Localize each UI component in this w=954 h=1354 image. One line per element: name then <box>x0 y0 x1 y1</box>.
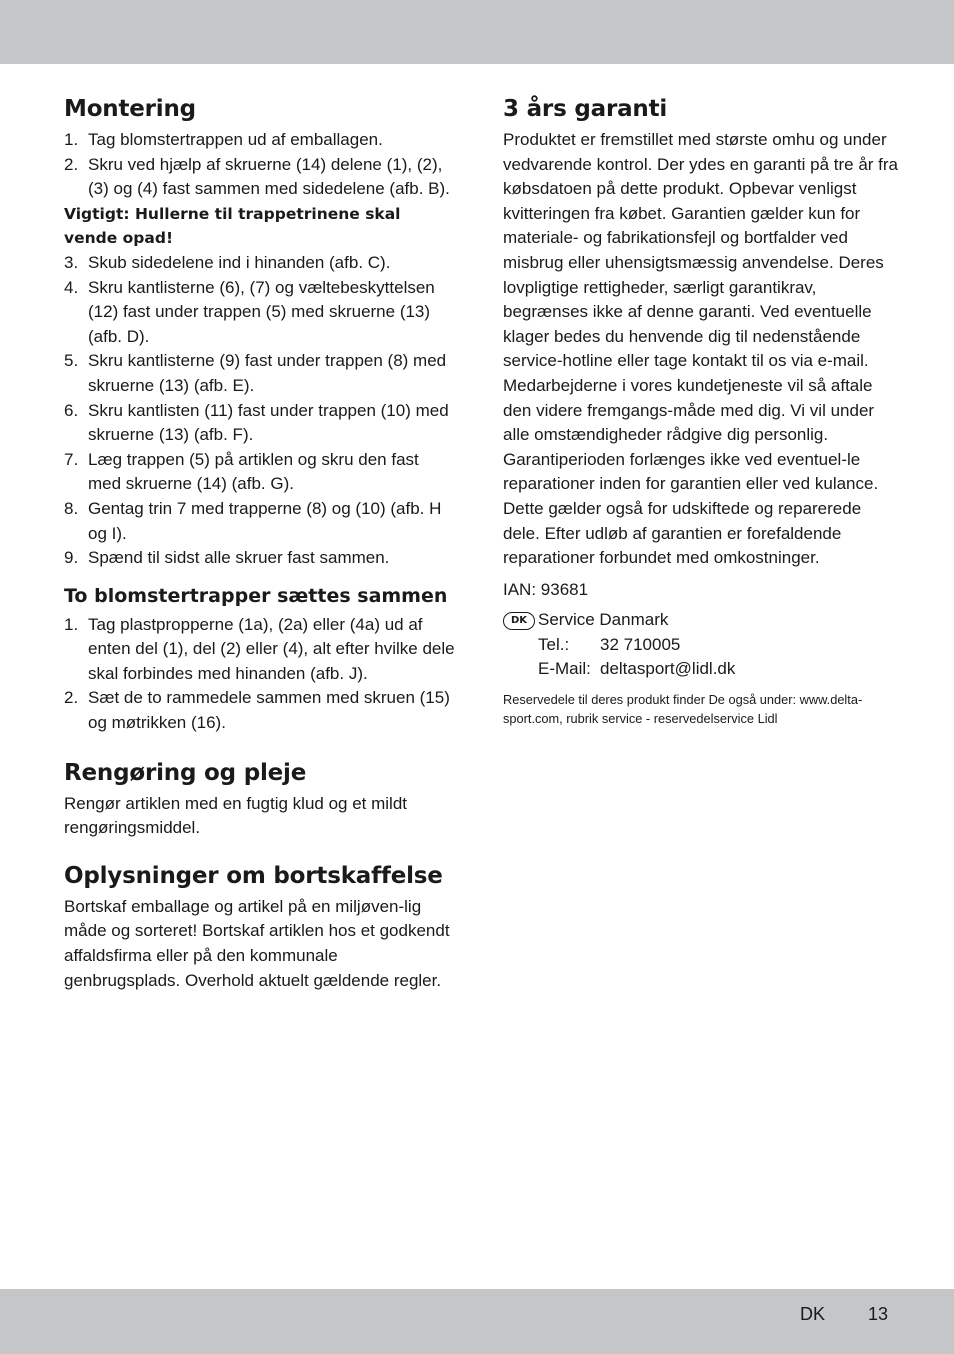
list-item <box>64 349 456 398</box>
step-text: Sæt de to rammedele sammen med skruen (15) og møtrikken (16). <box>88 688 450 733</box>
montering-steps-b <box>64 251 456 571</box>
page-number: 13 <box>868 1304 889 1324</box>
cleaning-title: Rengøring og pleje <box>64 759 307 786</box>
two-stairs-steps <box>64 613 456 736</box>
two-stairs-title: To blomstertrapper sættes sammen <box>64 584 448 607</box>
step-number: 1. <box>64 614 79 634</box>
left-column <box>64 94 456 993</box>
service-name: Service Danmark <box>538 610 669 630</box>
step-text: Skru kantlisterne (9) fast under trappen (8) med skruerne (13) (afb. E). <box>88 351 447 395</box>
footer-language: DK <box>800 1304 826 1324</box>
montering-warning: Vigtigt: Hullerne til trappetrinene skal vende opad! <box>64 204 401 248</box>
header-band <box>0 0 954 64</box>
country-badge: DK <box>503 612 535 630</box>
step-number: 8. <box>64 498 79 518</box>
service-contact <box>503 608 898 682</box>
step-number: 9. <box>64 548 79 568</box>
step-number: 1. <box>64 130 79 149</box>
step-number: 4. <box>64 277 79 297</box>
step-text: Skru ved hjælp af skruerne (14) delene (1), (2), (3) og (4) fast sammen med sidedelene (afb. B). <box>88 154 450 199</box>
phone-row <box>538 633 898 658</box>
list-item <box>64 251 456 276</box>
montering-title: Montering <box>64 96 196 122</box>
step-text: Tag plastpropperne (1a), (2a) eller (4a) ud af enten del (1), del (2) eller (4), alt efter hvilke dele skal forbindes med hinanden (afb. J). <box>88 614 455 683</box>
list-item <box>64 399 456 448</box>
step-text: Gentag trin 7 med trapperne (8) og (10) (afb. H og I). <box>88 498 442 543</box>
step-text: Spænd til sidst alle skruer fast sammen. <box>88 548 390 568</box>
step-text: Skub sidedelene ind i hinanden (afb. C). <box>88 252 391 272</box>
email-value: deltasport@lidl.dk <box>600 659 736 679</box>
step-number: 7. <box>64 449 79 469</box>
warranty-text: Produktet er fremstillet med største omhu og under vedvarende kontrol. Der ydes en garanti på tre år fra købsdatoen på dette produkt. Opbevar venligst kvitteringen fra købet. Garantien gælder kun for materiale- og fabrikationsfejl og bortfalder ved misbrug eller uhensigtsmæssig anvendelse. Deres lovpligtige rettigheder, særligt garantikrav, begrænses ikke af denne garanti. Ved eventuelle klager bedes du henvende dig til nedenstående service-hotline eller tage kontakt til os via e-mail. Medarbejderne i vores kundetjeneste vil så aftale den videre fremgangs-måde med dig. Vi vil under alle omstændigheder rådgive dig personlig. Garantiperioden forlænges ikke ved eventuel-le reparationer inden for garantien eller ved kulance. Dette gælder også for udskiftede og reparerede dele. Efter udløb af garantien er forefaldende reparationer forbundet med omkostninger. <box>503 130 898 568</box>
list-item <box>64 128 456 153</box>
email-label: E-Mail: <box>538 659 591 679</box>
step-number: 3. <box>64 252 79 272</box>
right-column <box>503 94 898 728</box>
disposal-title: Oplysninger om bortskaffelse <box>64 862 443 889</box>
cleaning-text: Rengør artiklen med en fugtig klud og et mildt rengøringsmiddel. <box>64 793 408 838</box>
email-row <box>538 657 898 682</box>
step-number: 5. <box>64 351 79 371</box>
step-text: Læg trappen (5) på artiklen og skru den fast med skruerne (14) (afb. G). <box>88 449 419 494</box>
warranty-title: 3 års garanti <box>503 96 668 122</box>
list-item <box>64 153 456 202</box>
step-text: Tag blomstertrappen ud af emballagen. <box>88 130 383 149</box>
ian-number: IAN: 93681 <box>503 579 589 599</box>
list-item <box>64 497 456 546</box>
disposal-text: Bortskaf emballage og artikel på en miljøven-lig måde og sorteret! Bortskaf artiklen hos et godkendt affaldsfirma eller på den kommunale genbrugsplads. Overhold aktuelt gældende regler. <box>64 896 450 990</box>
phone-label: Tel.: <box>538 634 570 654</box>
list-item <box>64 276 456 350</box>
list-item <box>64 686 456 735</box>
list-item <box>64 448 456 497</box>
step-number: 2. <box>64 154 79 174</box>
phone-value: 32 710005 <box>600 634 681 654</box>
spare-parts-note: Reservedele til deres produkt finder De også under: www.delta-sport.com, rubrik service - reservedelservice Lidl <box>503 692 863 727</box>
step-text: Skru kantlisterne (6), (7) og væltebeskyttelsen (12) fast under trappen (5) med skruerne (13) (afb. D). <box>88 277 435 346</box>
step-text: Skru kantlisten (11) fast under trappen (10) med skruerne (13) (afb. F). <box>88 400 449 445</box>
list-item <box>64 613 456 687</box>
list-item <box>64 546 456 571</box>
step-number: 2. <box>64 688 79 708</box>
step-number: 6. <box>64 400 79 420</box>
montering-steps-a <box>64 128 456 202</box>
